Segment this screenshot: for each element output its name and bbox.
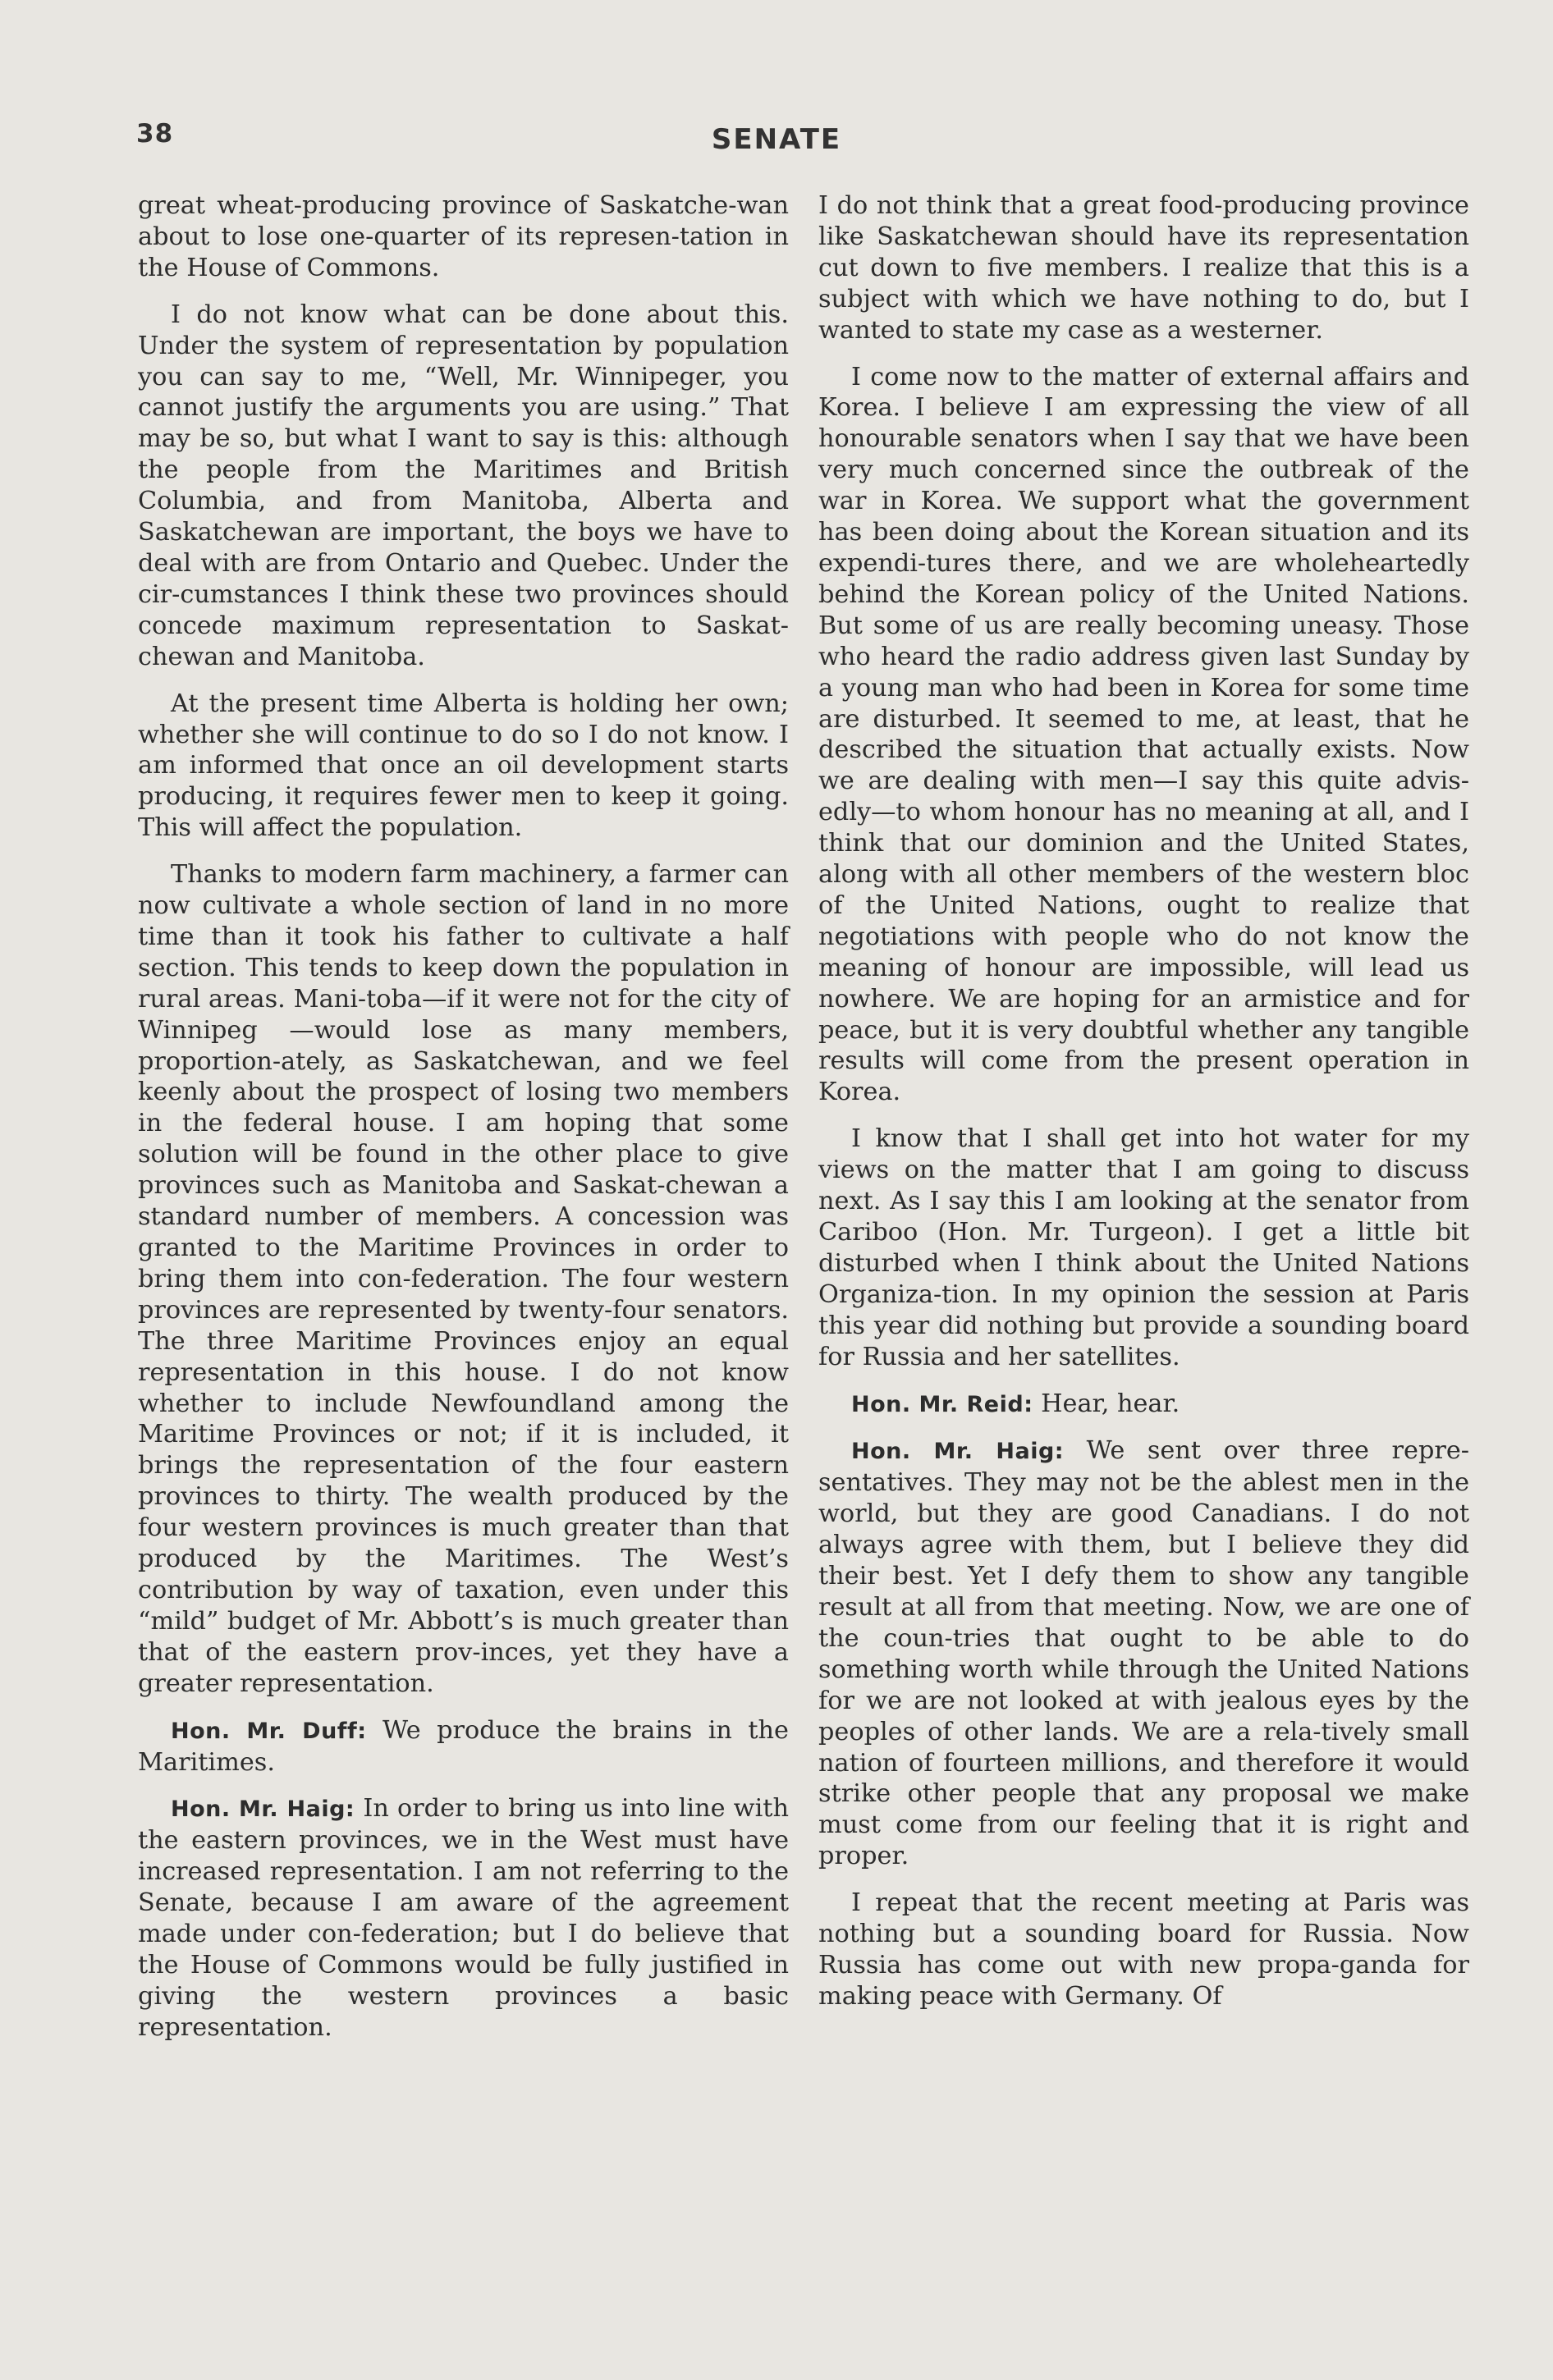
paragraph: great wheat-producing province of Saskatche-wan about to lose one-quarter of its represen-tation in the House of Commons.: [138, 191, 789, 282]
paragraph: At the present time Alberta is holding her own; whether she will continue to do so I do not know. I am informed that once an oil development starts producing, it requires fewer men to keep it going. This will affect the population.: [138, 689, 789, 843]
paragraph: I come now to the matter of external affairs and Korea. I believe I am expressing the view of all honourable senators when I say that we have been very much concerned since the outbreak of the war in Korea. We support what the government has been doing about the Korean situation and its expendi-tures there, and we are wholeheartedly behind the Korean policy of the United Nations. But some of us are really becoming uneasy. Those who heard the radio address given last Sunday by a young man who had been in Korea for some time are disturbed. It seemed to me, at least, that he described the situation that actually exists. Now we are dealing with men—I say this quite advis-edly—to whom honour has no meaning at all, and I think that our dominion and the United States, along with all other members of the western bloc of the United Nations, ought to realize that negotiations with people who do not know the meaning of honour are impossible, will lead us nowhere. We are hoping for an armistice and for peace, but it is very doubtful whether any tangible results will come from the present operation in Korea.: [818, 362, 1469, 1107]
speech-text: We sent over three repre-sentatives. They may not be the ablest men in the world, but they are good Canadians. I do not always agree with them, but I believe they did their best. Yet I defy them to show any tangible result at all from that meeting. Now, we are one of the coun-tries that ought to be able to do something worth while through the United Nations for we are not looked at with jealous eyes by the peoples of other lands. We are a rela-tively small nation of fourteen millions, and therefore it would strike other people that any proposal we make must come from our feeling that it is right and proper.: [818, 1436, 1470, 1871]
page-number: 38: [136, 119, 174, 149]
speech-paragraph: [138, 1793, 789, 2043]
paragraph: I do not know what can be done about this. Under the system of representation by population you can say to me, “Well, Mr. Winnipeger, you cannot justify the arguments you are using.” That may be so, but what I want to say is this: although the people from the Maritimes and British Columbia, and from Manitoba, Alberta and Saskatchewan are important, the boys we have to deal with are from Ontario and Quebec. Under the cir-cumstances I think these two provinces should concede maximum representation to Saskat-chewan and Manitoba.: [138, 300, 789, 671]
speech-text: In order to bring us into line with the eastern provinces, we in the West must have increased representation. I am not referring to the Senate, because I am aware of the agreement made under con-federation; but I do believe that the House of Commons would be fully justified in giving the western provinces a basic representation.: [138, 1794, 789, 2042]
running-head: SENATE: [711, 123, 842, 156]
paragraph: I do not think that a great food-producing province like Saskatchewan should have its representation cut down to five members. I realize that this is a subject with which we have nothing to do, but I wanted to state my case as a westerner.: [818, 191, 1469, 345]
speech-text: We produce the brains in the Maritimes.: [138, 1715, 789, 1777]
speaker-label: Hon. Mr. Haig:: [851, 1439, 1065, 1465]
speaker-label: Hon. Mr. Reid:: [851, 1391, 1033, 1417]
speech-text: Hear, hear.: [1033, 1389, 1180, 1418]
paragraph: Thanks to modern farm machinery, a farmer can now cultivate a whole section of land in no more time than it took his father to cultivate a half section. This tends to keep down the population in rural areas. Mani-toba—if it were not for the city of Winnipeg —would lose as many members, proportion-ately, as Saskatchewan, and we feel keenly about the prospect of losing two members in the federal house. I am hoping that some solution will be found in the other place to give provinces such as Manitoba and Saskat-chewan a standard number of members. A concession was granted to the Maritime Provinces in order to bring them into con-federation. The four western provinces are represented by twenty-four senators. The three Maritime Provinces enjoy an equal representation in this house. I do not know whether to include Newfoundland among the Maritime Provinces or not; if it is included, it brings the representation of the four eastern provinces to thirty. The wealth produced by the four western provinces is much greater than that produced by the Maritimes. The West’s contribution by way of taxation, even under this “mild” budget of Mr. Abbott’s is much greater than that of the eastern prov-inces, yet they have a greater representation.: [138, 860, 789, 1698]
speech-paragraph: [818, 1389, 1469, 1421]
speaker-label: Hon. Mr. Haig:: [171, 1796, 355, 1823]
paragraph: I know that I shall get into hot water for my views on the matter that I am going to discuss next. As I say this I am looking at the senator from Cariboo (Hon. Mr. Turgeon). I get a little bit disturbed when I think about the United Nations Organiza-tion. In my opinion the session at Paris this year did nothing but provide a sounding board for Russia and her satellites.: [818, 1124, 1469, 1371]
paragraph: I repeat that the recent meeting at Paris was nothing but a sounding board for Russia. Now Russia has come out with new propa-ganda for making peace with Germany. Of: [818, 1888, 1469, 2011]
left-column: [138, 190, 789, 2059]
speaker-label: Hon. Mr. Duff:: [171, 1718, 367, 1744]
speech-paragraph: [818, 1435, 1469, 1872]
right-column: [818, 190, 1469, 2028]
speech-paragraph: [138, 1715, 789, 1778]
